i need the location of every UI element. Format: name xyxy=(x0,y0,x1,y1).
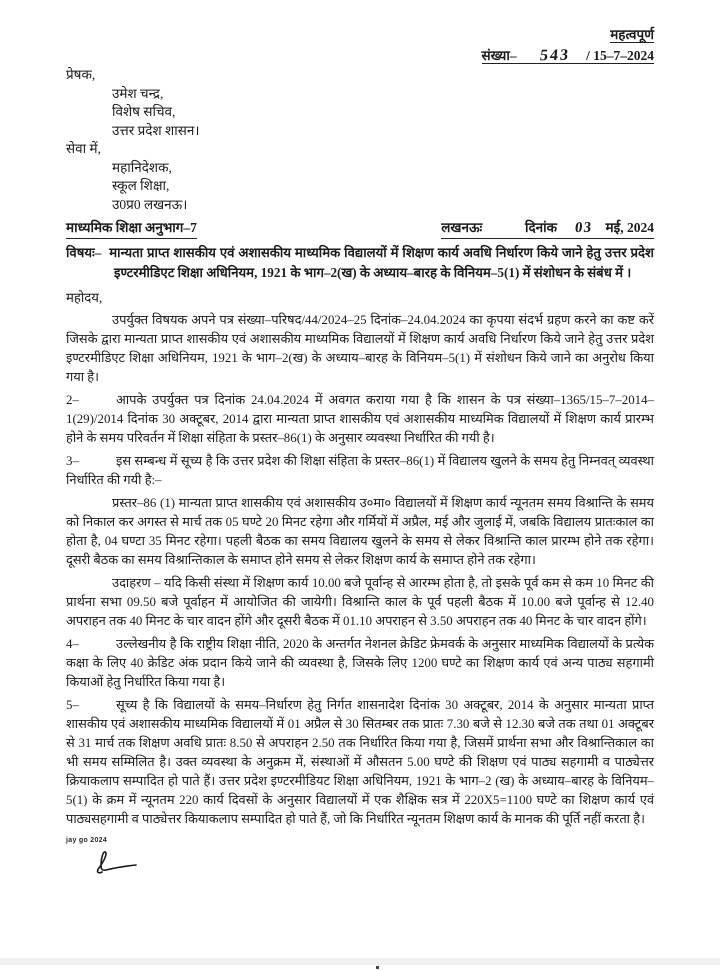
paragraph-3 xyxy=(66,452,654,490)
paragraph-4-text: उल्लेखनीय है कि राष्ट्रीय शिक्षा नीति, 2020 के अन्तर्गत नेशनल क्रेडिट फ्रेमवर्क के अनुसार माध्यमिक विद्यालयों के प्रत्येक कक्षा के लिए 40 क्रेडिट अंक प्रदान किये जाने की व्यवस्था है, जिसके लिए 1200 घण्टे का शिक्षण कार्य एवं अन्य पाठ्य सहगामी कियाओं हेतु निर्धारित किया गया है। xyxy=(66,637,654,689)
date-rest: मई, 2024 xyxy=(605,220,654,235)
recipient-line-1: महानिदेशक, xyxy=(112,159,172,175)
place-label: लखनऊः xyxy=(441,220,483,235)
paragraph-5-text: सूच्य है कि विद्यालयों के समय–निर्धारण हेतु निर्गत शासनादेश दिनांक 30 अक्टूबर, 2014 के अनुसार मान्यता प्राप्त शासकीय एवं अशासकीय माध्यमिक विद्यालयों में 01 अप्रैल से 30 सितम्बर तक प्रातः 7.30 बजे से 12.30 बजे तक तथा 01 अक्टूबर से 31 मार्च तक शिक्षण अवधि प्रातः 8.50 से अपराहन 2.50 तक निर्धारित किया गया है, जिसमें प्रार्थना सभा और विश्रान्तिकाल का भी समय सम्मिलित है। उक्त व्यवस्था के अनुक्रम में, संस्थाओं में औसतन 5.00 घण्टे की शिक्षण एवं पाठ्य सहगामी व पाठ्येत्तर क्रियाकलाप सम्पादित हो पाते हैं। उत्तर प्रदेश इण्टरमीडियट शिक्षा अधिनियम, 1921 के भाग–2 (ख) के अध्याय–बारह के विनियम–5(1) के क्रम में न्यूनतम 220 कार्य दिवसों के अनुसार विद्यालयों में एक शैक्षिक सत्र में 220X5=1100 घण्टे का शिक्षण कार्य एवं पाठ्यसहगामी व पाठ्येत्तर कियाकलाप सम्पादित हो पाते हैं, जो कि निर्धारित न्यूनतम शिक्षण कार्य के मानक की पूर्ति नहीं करता है। xyxy=(66,698,654,826)
sender-org: उत्तर प्रदेश शासन। xyxy=(112,122,200,138)
paragraph-2 xyxy=(66,391,654,448)
paragraph-3-text: इस सम्बन्ध में सूच्य है कि उत्तर प्रदेश की शिक्षा संहिता के प्रस्तर–86(1) में विद्यालय खुलने के समय हेतु निम्नवत् व्यवस्था निर्धारित की गयी है:– xyxy=(66,454,654,487)
letter-header-right xyxy=(66,24,654,66)
paragraph-1 xyxy=(66,311,654,387)
scan-artifact-speck xyxy=(376,966,379,969)
recipient-line-2: स्कूल शिक्षा, xyxy=(112,178,170,193)
serial-label: संख्या– xyxy=(481,48,517,63)
paragraph-4 xyxy=(66,635,654,692)
date-label: दिनांक xyxy=(525,220,558,235)
recipient-line-3: उ0प्र0 लखनऊ। xyxy=(112,196,188,212)
paragraph-example xyxy=(66,574,654,631)
section-name: माध्यमिक शिक्षा अनुभाग–7 xyxy=(66,218,197,239)
sender-name: उमेश चन्द्र, xyxy=(112,85,164,101)
paragraph-1-text: उपर्युक्त विषयक अपने पत्र संख्या–परिषद/44/2024–25 दिनांक–24.04.2024 का कृपया संदर्भ ग्रहण करने का कष्ट करें जिसके द्वारा मान्यता प्राप्त शासकीय एवं अशासकीय माध्यमिक विद्यालयों में शिक्षण कार्य अवधि निर्धारण किये जाने हेतु उत्तर प्रदेश इण्टरमीडिएट शिक्षा अधिनियम, 1921 के भाग–2(ख) के अध्याय–बारह के विनियम–5(1) में संशोधन किये जाने का अनुरोध किया गया है। xyxy=(66,313,654,384)
subject-line xyxy=(66,243,654,283)
serial-suffix: / 15–7–2024 xyxy=(586,48,654,63)
paragraph-3-number: 3– xyxy=(66,454,79,468)
sender-label: प्रेषक, xyxy=(66,67,96,82)
recipient-label: सेवा में, xyxy=(66,141,101,156)
department-date-line xyxy=(66,218,654,239)
subject-label: विषयः– xyxy=(66,245,102,260)
place-date-group xyxy=(441,218,654,239)
paragraph-5 xyxy=(66,696,654,829)
sender-title: विशेष सचिव, xyxy=(112,104,176,119)
subject-text: मान्यता प्राप्त शासकीय एवं अशासकीय माध्यमिक विद्यालयों में शिक्षण कार्य अवधि निर्धारण किये जाने हेतु उत्तर प्रदेश इण्टरमीडिएट शिक्षा अधिनियम, 1921 के भाग–2(ख) के अध्याय–बारह के विनियम–5(1) में संशोधन के संबंध में । xyxy=(109,245,654,280)
date-day-handwritten: 03 xyxy=(573,219,593,237)
serial-number-handwritten: 543 xyxy=(539,46,572,65)
paragraph-prastar xyxy=(66,494,654,570)
salutation: महोदय, xyxy=(66,290,103,305)
watermark-text: jay go 2024 xyxy=(66,837,108,844)
footer-zone xyxy=(66,831,654,882)
importance-label: महत्वपूर्ण xyxy=(610,27,654,42)
signature-scribble xyxy=(92,851,654,882)
paragraph-2-text: आपके उपर्युक्त पत्र दिनांक 24.04.2024 में अवगत कराया गया है कि शासन के पत्र संख्या–1365/15–7–2014–1(29)/2014 दिनांक 30 अक्टूबर, 2014 द्वारा मान्यता प्राप्त शासकीय एवं अशासकीय माध्यमिक विद्यालयों में शिक्षण कार्य प्रारम्भ होने के समय परिवर्तन में शिक्षा संहिता के प्रस्तर–86(1) के अनुसार व्यवस्था निर्धारित की गयी है। xyxy=(66,393,654,445)
serial-line xyxy=(66,45,654,66)
sender-block xyxy=(66,85,654,141)
recipient-block xyxy=(66,159,654,215)
paragraph-2-number: 2– xyxy=(66,393,79,407)
paragraph-4-number: 4– xyxy=(66,637,79,651)
paragraph-5-number: 5– xyxy=(66,698,79,712)
paragraph-prastar-text: प्रस्तर–86 (1) मान्यता प्राप्त शासकीय एवं अशासकीय उ०मा० विद्यालयों में शिक्षण कार्य न्यूनतम समय विश्रान्ति के समय को निकाल कर अगस्त से मार्च तक 05 घण्टे 20 मिनट रहेगा और गर्मियों में अप्रैल, मई और जुलाई में, जबकि विद्यालय प्रातःकाल का होता है, 04 घण्टा 35 मिनट रहेगा। पहली बैठक का समय विद्यालय खुलने के समय से लेकर विश्रान्ति काल प्रारम्भ होने तक रहेगा। दूसरी बैठक का समय विश्रान्तिकाल के समाप्त होने समय से लेकर शिक्षण कार्य के समाप्त होने तक रहेगा। xyxy=(66,496,654,567)
paragraph-example-text: उदाहरण – यदि किसी संस्था में शिक्षण कार्य 10.00 बजे पूर्वान्ह से आरम्भ होता है, तो इसके पूर्व कम से कम 10 मिनट की प्रार्थना सभा 09.50 बजे पूर्वाहन में आयोजित की जायेगी। विश्रान्ति काल के पूर्व पहली बैठक में 10.00 बजे पूर्वान्ह से 12.40 अपराहन तक 40 मिनट के चार वादन होंगे और दूसरी बैठक में 01.10 अपराहन से 3.50 अपराहन तक 40 मिनट के चार वादन होंगे। xyxy=(66,576,654,628)
scan-edge-strip xyxy=(0,958,720,965)
